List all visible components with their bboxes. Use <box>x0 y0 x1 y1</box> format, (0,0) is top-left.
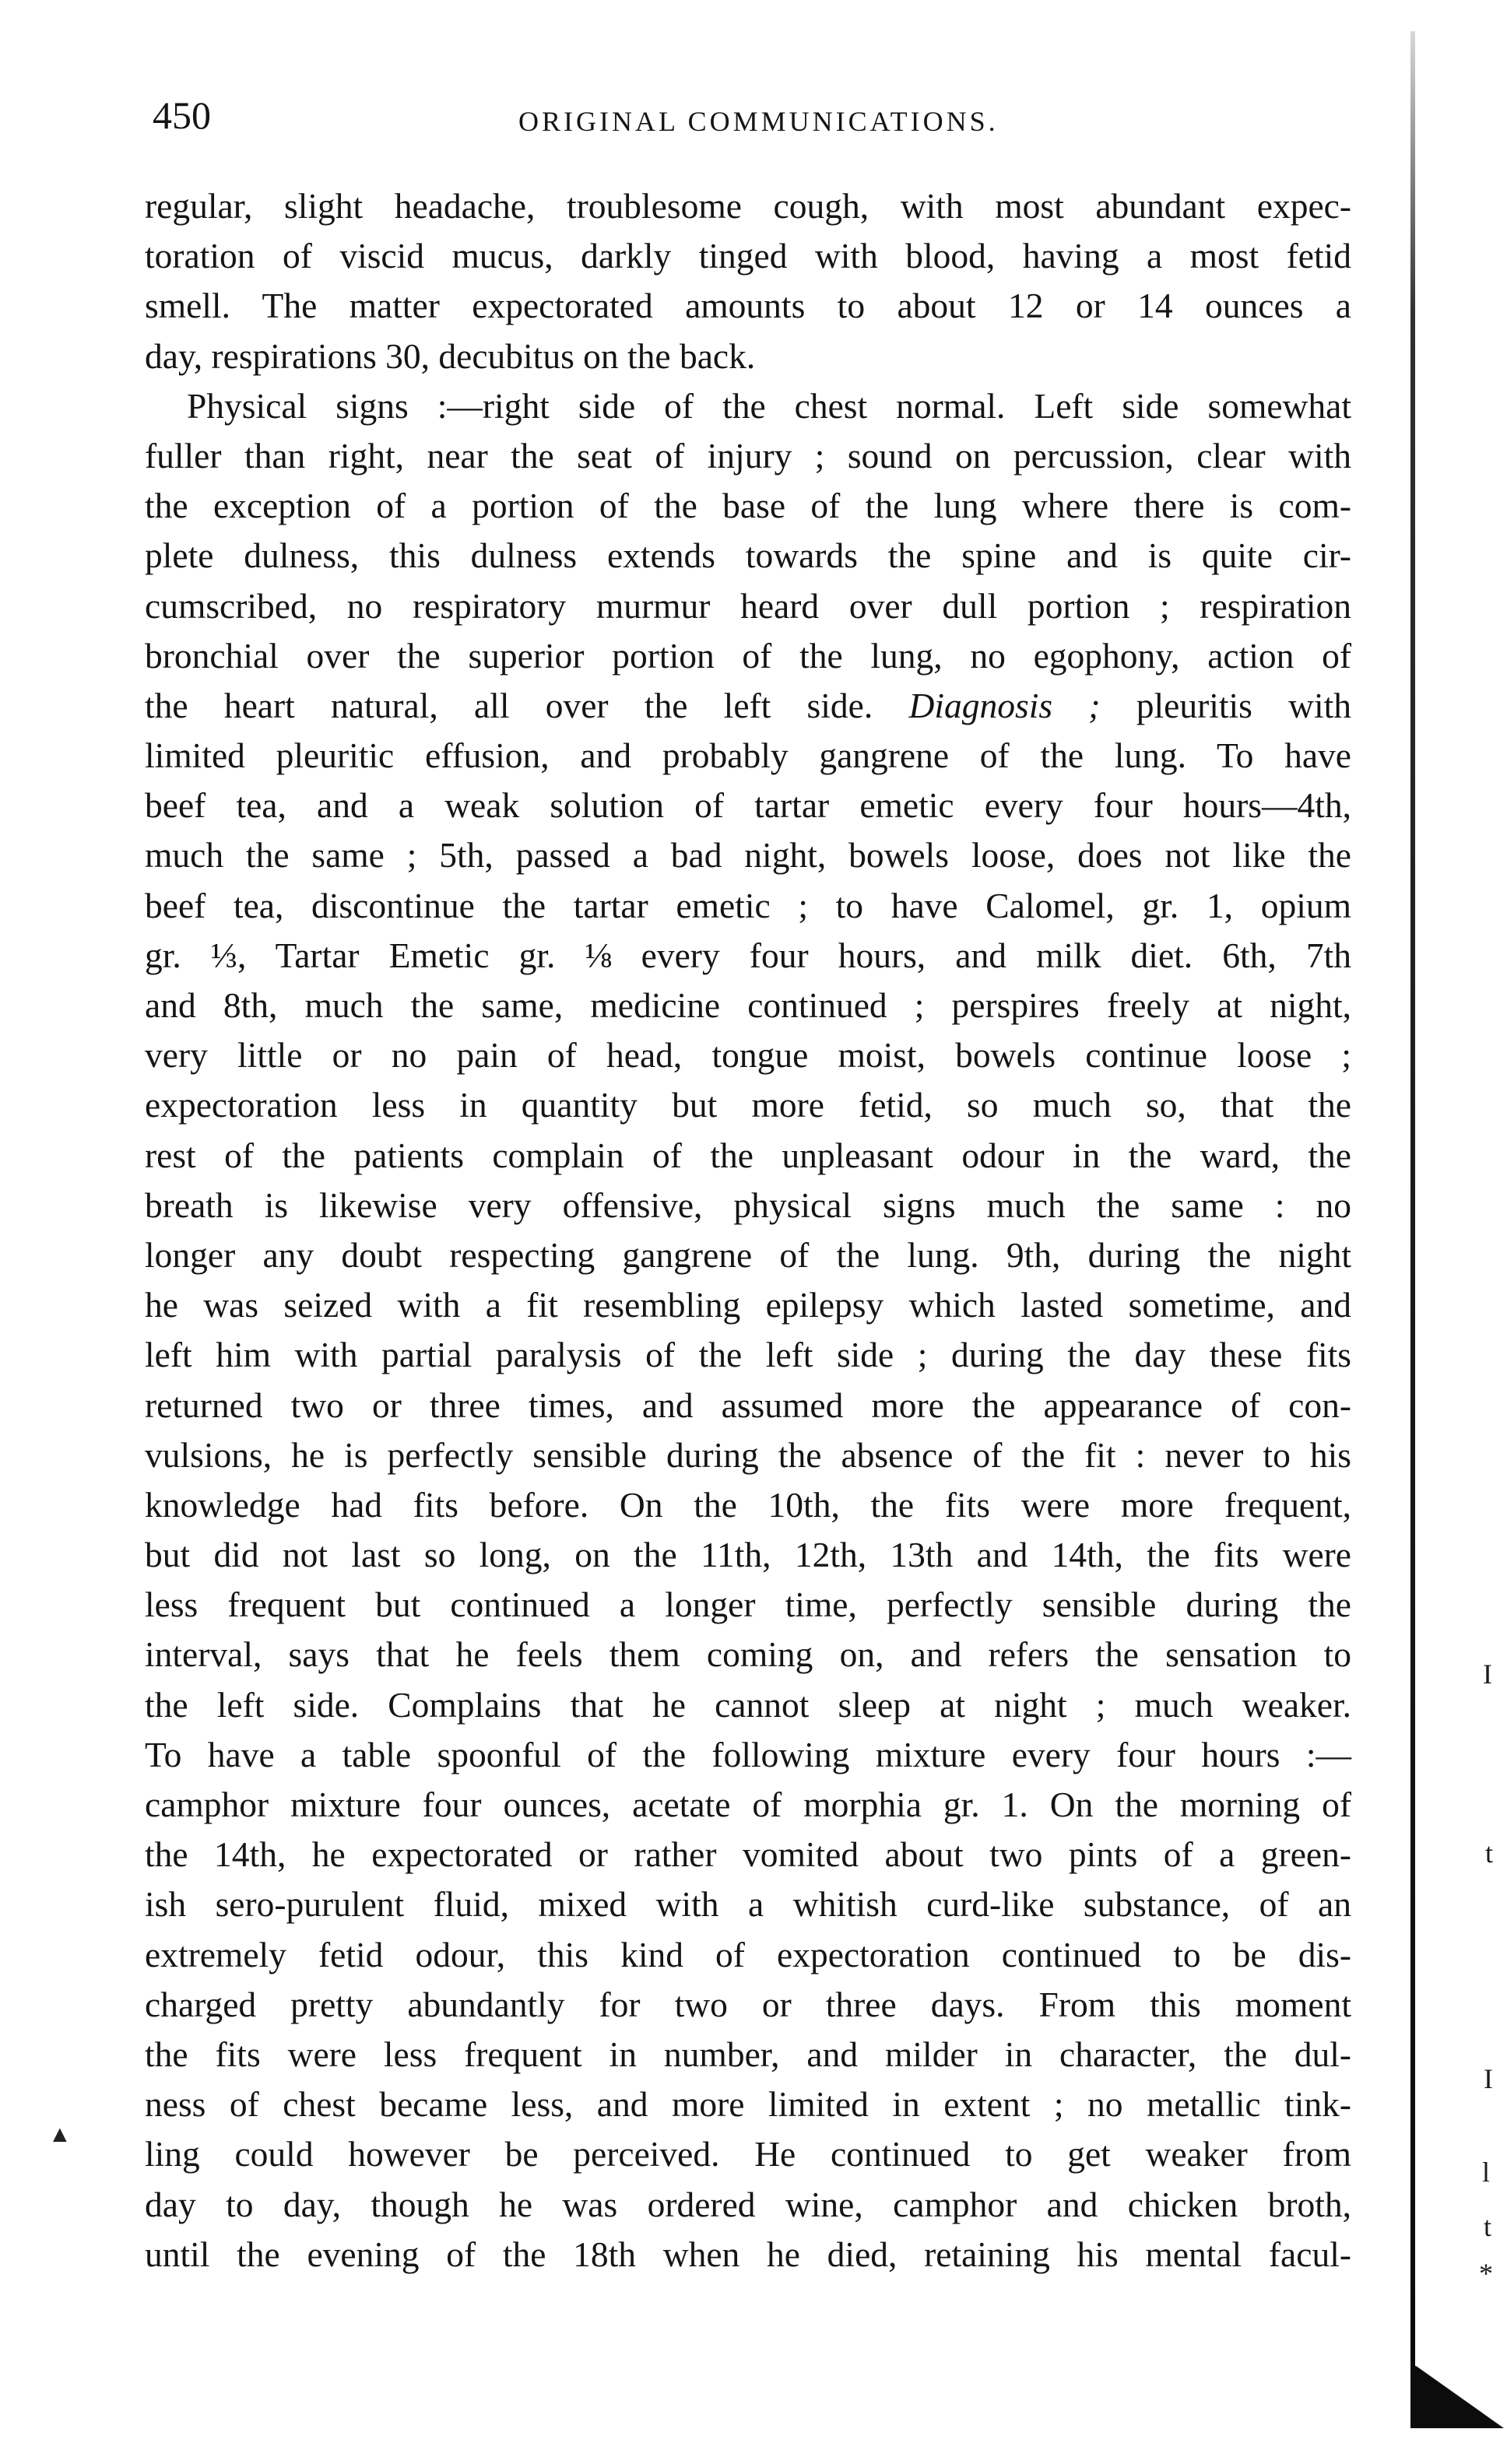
text-line: rest of the patients complain of the unpleasant odour in the ward, the <box>145 1135 1351 1175</box>
text-line: the 14th, he expectorated or rather vomited about two pints of a green- <box>145 1834 1351 1875</box>
body-text <box>145 181 1351 2280</box>
text-line: smell. The matter expectorated amounts to about 12 or 14 ounces a <box>145 286 1351 326</box>
text-line: very little or no pain of head, tongue moist, bowels continue loose ; <box>145 1035 1351 1076</box>
page-edge-foot <box>1410 2366 1504 2428</box>
text-line: returned two or three times, and assumed more the appearance of con- <box>145 1385 1351 1425</box>
margin-glyph: t <box>1485 1837 1494 1869</box>
text-line: interval, says that he feels them coming on, and refers the sensation to <box>145 1634 1351 1675</box>
text-line: charged pretty abundantly for two or three days. From this moment <box>145 1984 1351 2024</box>
text-line: fuller than right, near the seat of injury ; sound on percussion, clear with <box>145 435 1351 476</box>
text-line: the left side. Complains that he cannot sleep at night ; much weaker. <box>145 1684 1351 1725</box>
text-line: he was seized with a fit resembling epilepsy which lasted sometime, and <box>145 1285 1351 1325</box>
text-line: ish sero-purulent fluid, mixed with a whitish curd-like substance, of an <box>145 1884 1351 1925</box>
text-line: until the evening of the 18th when he died, retaining his mental facul- <box>145 2234 1351 2274</box>
text-line: Physical signs :—right side of the chest normal. Left side somewhat <box>187 385 1351 426</box>
text-line: breath is likewise very offensive, physical signs much the same : no <box>145 1185 1351 1225</box>
text-line: regular, slight headache, troublesome cough, with most abundant expec- <box>145 186 1351 226</box>
text-line: camphor mixture four ounces, acetate of morphia gr. 1. On the morning of <box>145 1785 1351 1824</box>
diagnosis-label: Diagnosis ; <box>908 685 1101 725</box>
margin-glyph: l <box>1482 2157 1491 2188</box>
text-line: day to day, though he was ordered wine, camphor and chicken broth, <box>145 2184 1351 2224</box>
text-line: less frequent but continued a longer time, perfectly sensible during the <box>145 1585 1351 1625</box>
text-line: ling could however be perceived. He continued to get weaker from <box>145 2134 1351 2174</box>
text-line: plete dulness, this dulness extends towards the spine and is quite cir- <box>145 535 1351 576</box>
text-line: longer any doubt respecting gangrene of the lung. 9th, during the night <box>145 1234 1351 1275</box>
diagnosis-text: pleuritis with <box>1136 685 1352 725</box>
text-line: beef tea, and a weak solution of tartar emetic every four hours—4th, <box>145 785 1351 826</box>
text-line: day, respirations 30, decubitus on the back. <box>145 335 756 376</box>
text-line: and 8th, much the same, medicine continued ; perspires freely at night, <box>145 985 1351 1025</box>
margin-glyph: I <box>1483 1658 1492 1690</box>
text-line: the exception of a portion of the base of the lung where there is com- <box>145 486 1351 526</box>
text-line: vulsions, he is perfectly sensible during the absence of the fit : never to his <box>145 1434 1351 1475</box>
text-line: limited pleuritic effusion, and probably gangrene of the lung. To have <box>145 735 1351 776</box>
text-line: left him with partial paralysis of the left side ; during the day these fits <box>145 1335 1351 1375</box>
text-line: beef tea, discontinue the tartar emetic ; to have Calomel, gr. 1, opium <box>145 885 1351 925</box>
margin-glyph: I <box>1484 2063 1493 2094</box>
page-edge-rule <box>1410 31 1415 2389</box>
text-line: ness of chest became less, and more limited in extent ; no metallic tink- <box>145 2084 1351 2125</box>
text-line-diagnosis <box>145 681 1351 731</box>
page-header <box>153 92 1351 154</box>
text-line: toration of viscid mucus, darkly tinged with blood, having a most fetid <box>145 236 1351 276</box>
text-line: gr. ⅓, Tartar Emetic gr. ⅛ every four hours, and milk diet. 6th, 7th <box>145 935 1351 975</box>
text-line: but did not last so long, on the 11th, 12th, 13th and 14th, the fits were <box>145 1535 1351 1575</box>
text-line: To have a table spoonful of the following mixture every four hours :— <box>145 1734 1351 1774</box>
text-line: expectoration less in quantity but more fetid, so much so, that the <box>145 1085 1351 1125</box>
margin-glyph: t <box>1484 2211 1492 2242</box>
margin-glyph: * <box>1479 2258 1493 2289</box>
text-line: much the same ; 5th, passed a bad night, bowels loose, does not like the <box>145 835 1351 876</box>
running-head: ORIGINAL COMMUNICATIONS. <box>518 106 999 137</box>
text-line: cumscribed, no respiratory murmur heard over dull portion ; respiration <box>145 585 1351 626</box>
margin-mark: ▲ <box>48 2122 72 2147</box>
text-line: extremely fetid odour, this kind of expectoration continued to be dis- <box>145 1934 1351 1974</box>
page-number: 450 <box>153 93 211 137</box>
text-segment: the heart natural, all over the left side. <box>145 685 873 725</box>
text-line: knowledge had fits before. On the 10th, the fits were more frequent, <box>145 1484 1351 1525</box>
text-line: bronchial over the superior portion of the lung, no egophony, action of <box>145 635 1351 676</box>
text-line: the fits were less frequent in number, and milder in character, the dul- <box>145 2034 1351 2074</box>
